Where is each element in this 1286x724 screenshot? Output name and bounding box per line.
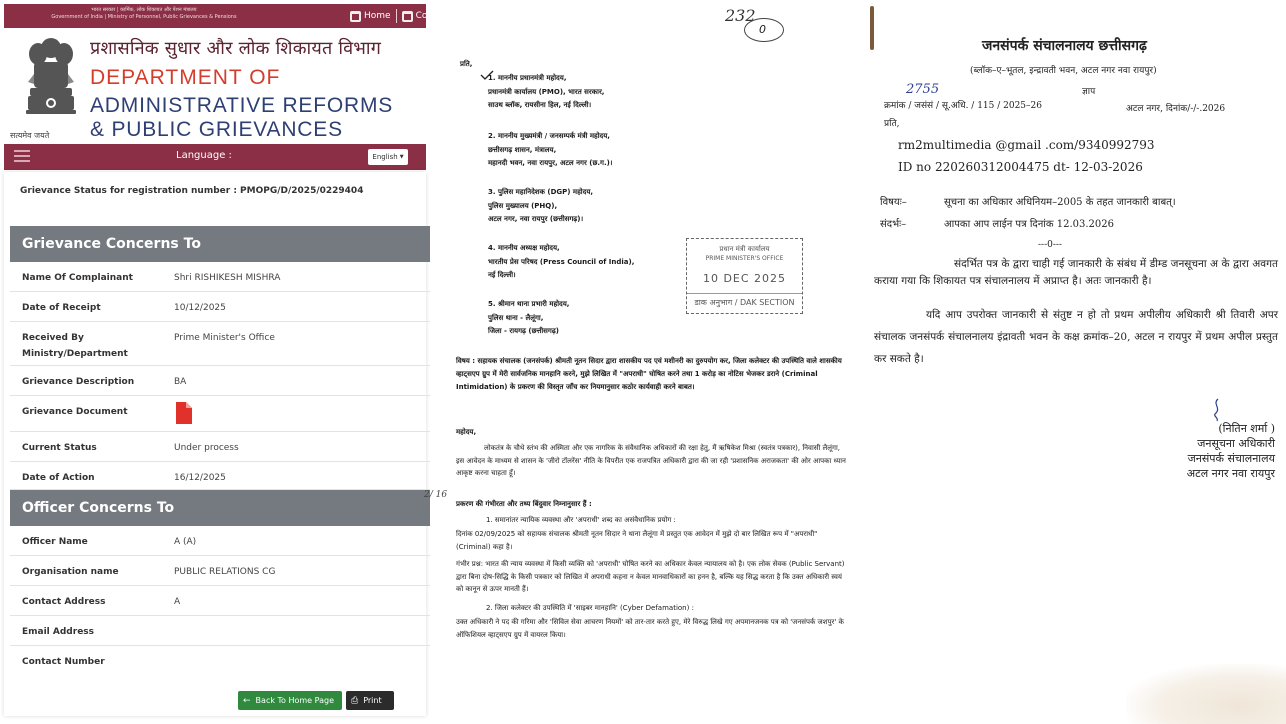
language-label: Language : — [176, 150, 232, 161]
home-link[interactable]: Home — [364, 11, 391, 21]
signatory-designation-3: अटल नगर नवा रायपुर — [1186, 467, 1275, 480]
table-row — [10, 526, 430, 556]
separator-rule: ---0--- — [1038, 240, 1062, 250]
reply-prati: प्रति, — [884, 119, 900, 129]
reply-title: जनसंपर्क संचालनालय छत्तीसगढ़ — [982, 38, 1147, 54]
page-number: 232 — [725, 6, 756, 25]
page-mark: 0 — [759, 23, 766, 36]
row-value: Shri RISHIKESH MISHRA — [174, 273, 281, 283]
row-value: PUBLIC RELATIONS CG — [174, 567, 276, 577]
point1-text: दिनांक 02/09/2025 को सहायक संचालक श्रीमती नूतन सिदार ने थाना लैलूंगा में प्रस्तुत एक आवेदन में मुझे दो बार लिखित रूप में "अपराधी" (Criminal) कहा है। — [456, 530, 818, 551]
home-icon[interactable] — [350, 11, 361, 22]
letter-prati: प्रति, — [460, 60, 473, 68]
complaint-letter-panel — [440, 0, 860, 720]
stamp-section: डाक अनुभाग / DAK SECTION — [687, 293, 802, 308]
row-label: Contact Number — [22, 657, 105, 667]
row-label: Grievance Description — [22, 377, 135, 387]
reply-subtitle: (ब्लॉक–ए–भूतल, इन्द्रावती भवन, अटल नगर नवा रायपुर) — [970, 66, 1157, 76]
addressee-4: 4. माननीय अध्यक्ष महोदय, भारतीय प्रेस परिषद (Press Council of India), नई दिल्ली। — [488, 244, 635, 279]
row-label: Name Of Complainant — [22, 273, 133, 283]
section-officer-concerns: Officer Concerns To — [10, 490, 430, 526]
grievance-status-card — [4, 172, 426, 716]
signatory-designation-2: जनसंपर्क संचालनालय — [1187, 452, 1275, 465]
point1-title: 1. समानांतर न्यायिक व्यवस्था और 'अपराधी' शब्द का असंवैधानिक प्रयोग : — [486, 516, 676, 524]
reference-value: आपका आप लाईन पत्र दिनांक 12.03.2026 — [944, 219, 1114, 230]
reference-number: क्रमांक / जसंसं / सू.अधि. / 115 / 2025–26 — [884, 101, 1042, 111]
paper-edge — [870, 6, 874, 50]
point2-text: उक्त अधिकारी ने पद की गरिमा और 'सिविल सेवा आचरण नियमों' को तार-तार करते हुए, मेरे विरुद्ध लिखे गए अपमानजनक पत्र को 'जनसंपर्क जशपुर' के ऑफिशियल व्हाट्सएप ग्रुप में वायरल किया। — [456, 618, 844, 639]
reference-label: संदर्भः– — [880, 219, 907, 230]
table-row — [10, 586, 430, 616]
subject-label: विषयः– — [880, 197, 907, 208]
table-row — [10, 262, 430, 292]
row-value: A (A) — [174, 537, 197, 547]
language-select[interactable] — [368, 149, 408, 165]
gov-line-hindi: भारत सरकार | कार्मिक, लोक शिकायत और पेंशन मंत्रालय — [91, 7, 197, 13]
reply-date: अटल नगर, दिनांक/-/-.2026 — [1126, 104, 1226, 114]
stamp-line1: प्रधान मंत्री कार्यालय — [719, 245, 770, 253]
handwritten-number: 2755 — [906, 82, 940, 97]
letter-subject: विषय : सहायक संचालक (जनसंपर्क) श्रीमती नूतन सिदार द्वारा शासकीय पद एवं मशीनरी का दुरुपयोग कर, जिला कलेक्टर की उपस्थिति वाले शासकीय व्हाट्सएप ग्रुप में मेरी सार्वजनिक मानहानि करने, मुझे लिखित में "अपराधी" घोषित करने तथा 1 करोड़ का नोटिस भेजकर डराने (Criminal Intimidation) के प्रकरण की विस्तृत जाँच कर नियमानुसार कठोर कार्यवाही करने बाबत। — [456, 357, 842, 391]
table-row — [10, 616, 430, 646]
language-value: English — [372, 153, 398, 161]
row-label: Contact Address — [22, 597, 106, 607]
row-label: Organisation name — [22, 567, 119, 577]
reply-body-2: यदि आप उपरोक्त जानकारी से संतुष्ट न हो तो प्रथम अपीलीय अधिकारी श्री तिवारी अपर संचालक जनसंपर्क संचालनालय इंद्रावती भवन के कक्ष क्रमांक–20, अटल न रायपुर में प्रथम अपील प्रस्तुत कर सकते है। — [874, 309, 1278, 365]
letter-intro: लोकतंत्र के चौथे स्तंभ की अस्मिता और एक नागरिक के संवैधानिक अधिकारों की रक्षा हेतु, मैं ऋषिकेश मिश्रा (स्वतंत्र पत्रकार), निवासी लैलूंगा, इस आवेदन के माध्यम से शासन के 'जीरो टॉलरेंस' नीति के विपरीत एक राजपत्रित अधिकारी द्वारा की जा रही 'प्रशासनिक अराजकता' की ओर आपका ध्यान आकृष्ट करना चाहता हूँ। — [456, 444, 846, 477]
stamp-date: 10 DEC 2025 — [702, 272, 787, 285]
national-emblem-icon — [20, 34, 82, 130]
table-row — [10, 396, 430, 432]
signatory-designation-1: जनसूचना अधिकारी — [1197, 437, 1275, 450]
top-bar — [4, 4, 434, 28]
row-value: A — [174, 597, 181, 607]
government-line — [44, 7, 244, 21]
receipt-stamp — [686, 238, 803, 314]
row-label: Current Status — [22, 443, 97, 453]
point2-title: 2. जिला कलेक्टर की उपस्थिति में 'साइबर मानहानि' (Cyber Defamation) : — [486, 604, 694, 612]
gyap-label: ज्ञाप — [1082, 87, 1096, 97]
table-row — [10, 322, 430, 366]
row-label: Officer Name — [22, 537, 88, 547]
arrow-left-icon: ← — [243, 695, 251, 706]
row-value: Under process — [174, 443, 239, 453]
hamburger-menu-icon[interactable] — [14, 150, 30, 162]
table-row — [10, 366, 430, 396]
department-title-line3: & PUBLIC GRIEVANCES — [90, 118, 343, 141]
print-button-label: Print — [363, 696, 382, 705]
table-row — [10, 556, 430, 586]
recipient-id: ID no 220260312004475 dt- 12-03-2026 — [898, 160, 1143, 174]
pdf-document-icon[interactable] — [174, 402, 196, 426]
row-value: Prime Minister's Office — [174, 333, 275, 343]
print-button[interactable] — [346, 691, 394, 710]
back-button-label: Back To Home Page — [255, 696, 335, 705]
signature-mark-icon — [1210, 398, 1224, 422]
pdf-label: PDF — [178, 419, 190, 425]
grievance-portal-panel — [4, 4, 434, 716]
row-label: Grievance Document — [22, 407, 128, 417]
page-mark-circle — [744, 18, 784, 42]
department-header — [4, 28, 426, 144]
point1-text2: गंभीर प्रश्न: भारत की न्याय व्यवस्था में किसी व्यक्ति को 'अपराधी' घोषित करने का अधिकार केवल न्यायालय को है। एक लोक सेवक (Public Servant) द्वारा बिना दोष-सिद्धि के किसी पत्रकार को लिखित में अपराधी कहना न केवल मानवाधिकारों का हनन है, बल्कि यह सिद्ध करता है कि उक्त अधिकारी स्वयं को कानून से ऊपर मानती हैं। — [456, 560, 845, 593]
section-grievance-concerns: Grievance Concerns To — [10, 226, 430, 262]
rti-reply-panel — [866, 0, 1281, 720]
paper-shadow — [1126, 664, 1286, 724]
addressee-3: 3. पुलिस महानिदेशक (DGP) महोदय, पुलिस मुख्यालय (PHQ), अटल नगर, नवा रायपुर (छत्तीसगढ़)। — [488, 188, 594, 223]
addressee-1: 1. माननीय प्रधानमंत्री महोदय, प्रधानमंत्री कार्यालय (PMO), भारत सरकार, साउथ ब्लॉक, रायसीना हिल, नई दिल्ली। — [488, 74, 605, 109]
table-row — [10, 646, 430, 676]
row-label: Date of Action — [22, 473, 95, 483]
addressee-5: 5. श्रीमान थाना प्रभारी महोदय, पुलिस थाना - लैलूंगा, जिला - रायगढ़ (छत्तीसगढ़) — [488, 300, 570, 335]
contact-link[interactable]: Con — [415, 11, 434, 21]
back-to-home-button[interactable] — [238, 691, 342, 710]
row-value: 16/12/2025 — [174, 473, 226, 483]
table-row — [10, 462, 430, 490]
signatory-name: (नितिन शर्मा ) — [1218, 422, 1275, 435]
table-row — [10, 432, 430, 462]
row-value: 10/12/2025 — [174, 303, 226, 313]
letter-points-heading: प्रकरण की गंभीरता और तथ्य बिंदुवार निम्नानुसार हैं : — [456, 500, 592, 508]
margin-note: 2/ 16 — [424, 490, 448, 500]
reply-body-1: संदर्भित पत्र के द्वारा चाही गई जानकारी के संबंध में डीम्ड जनसूचना अ के द्वारा अवगत कराया गया कि शिकायत पत्र संचालनालय में अप्राप्त है। अतः जानकारी है। — [874, 258, 1278, 287]
row-label: Received By Ministry/Department — [22, 333, 128, 359]
nav-bar — [4, 144, 426, 170]
caret-down-icon: ▼ — [399, 154, 404, 160]
registration-line: Grievance Status for registration number : PMOPG/D/2025/0229404 — [20, 186, 364, 196]
department-title-line2: ADMINISTRATIVE REFORMS — [90, 94, 394, 117]
subject-value: सूचना का अधिकार अधिनियम–2005 के तहत जानकारी बाबत्। — [944, 197, 1176, 208]
row-label: Email Address — [22, 627, 95, 637]
hindi-department-title: प्रशासनिक सुधार और लोक शिकायत विभाग — [90, 38, 382, 59]
row-label: Date of Receipt — [22, 303, 101, 313]
printer-icon: ⎙ — [351, 695, 359, 706]
table-row — [10, 292, 430, 322]
gov-line-english: Government of India | Ministry of Personnel, Public Grievances & Pensions — [51, 14, 237, 20]
contact-icon[interactable] — [402, 11, 413, 22]
department-title-line1: DEPARTMENT OF — [90, 66, 281, 89]
addressee-2: 2. माननीय मुख्यमंत्री / जनसम्पर्क मंत्री महोदय, छत्तीसगढ़ शासन, मंत्रालय, महानदी भवन, नवा रायपुर, अटल नगर (छ.ग.)। — [488, 132, 613, 167]
row-value: BA — [174, 377, 187, 387]
emblem-caption: सत्यमेव जयते — [10, 131, 50, 140]
letter-salutation: महोदय, — [456, 428, 477, 436]
recipient-email: rm2multimedia @gmail .com/9340992793 — [898, 138, 1155, 152]
stamp-line2: PRIME MINISTER'S OFFICE — [705, 255, 784, 262]
